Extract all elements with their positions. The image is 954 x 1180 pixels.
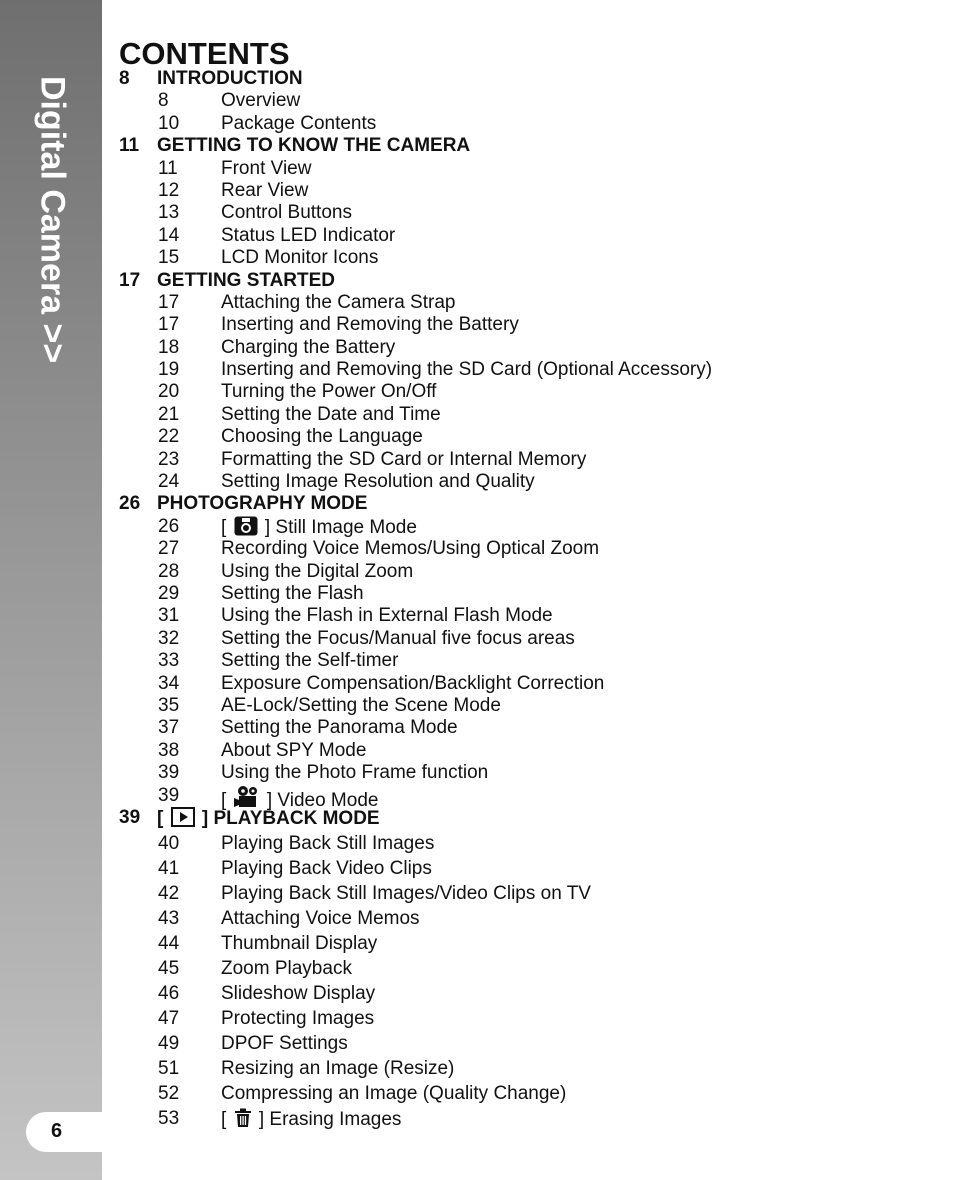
section-title-text: GETTING TO KNOW THE CAMERA xyxy=(157,135,471,157)
page-number-tab xyxy=(26,1112,102,1152)
item-title xyxy=(221,717,458,739)
section-page-number: 39 xyxy=(119,806,141,828)
section-title xyxy=(157,270,335,292)
toc-item-row[interactable] xyxy=(119,717,919,739)
item-title-text: Inserting and Removing the Battery xyxy=(221,314,519,336)
item-title xyxy=(221,1058,454,1080)
toc-item-row[interactable] xyxy=(119,650,919,672)
item-page-number: 49 xyxy=(158,1032,180,1054)
item-page-number: 33 xyxy=(158,650,180,672)
toc-item-row[interactable] xyxy=(119,695,919,717)
toc-item-row[interactable] xyxy=(119,1108,919,1133)
toc-item-row[interactable] xyxy=(119,225,919,247)
section-title xyxy=(157,493,367,515)
item-title-text: Rear View xyxy=(221,179,309,201)
item-page-number: 8 xyxy=(158,90,169,112)
toc-item-row[interactable] xyxy=(119,908,919,933)
toc-item-row[interactable] xyxy=(119,90,919,112)
item-title xyxy=(221,113,376,135)
item-title xyxy=(221,1083,566,1105)
item-title-text: Playing Back Still Images/Video Clips on TV xyxy=(221,882,591,904)
item-page-number: 18 xyxy=(158,336,180,358)
item-page-number: 39 xyxy=(158,784,180,806)
section-page-number: 8 xyxy=(119,68,130,89)
item-title xyxy=(221,158,311,180)
sidebar-title: Digital Camera >> xyxy=(33,76,72,364)
item-title xyxy=(221,1008,374,1030)
item-title xyxy=(221,933,377,955)
toc-item-row[interactable] xyxy=(119,933,919,958)
toc-item-row[interactable] xyxy=(119,538,919,560)
item-title: [ ] Still Image Mode xyxy=(221,516,417,542)
toc-item-row[interactable] xyxy=(119,158,919,180)
item-page-number: 40 xyxy=(158,832,180,854)
item-page-number: 17 xyxy=(158,291,180,313)
section-page-number: 26 xyxy=(119,493,141,515)
item-title xyxy=(221,202,352,224)
section-title-text: PHOTOGRAPHY MODE xyxy=(157,493,368,515)
toc-item-row[interactable] xyxy=(119,883,919,908)
section-title xyxy=(157,135,470,157)
item-page-number: 29 xyxy=(158,582,180,604)
toc-item-row[interactable] xyxy=(119,516,919,538)
item-title-text: Attaching the Camera Strap xyxy=(221,291,456,313)
playback-icon xyxy=(171,807,195,833)
item-page-number: 21 xyxy=(158,403,180,425)
toc-item-row[interactable] xyxy=(119,1083,919,1108)
item-title-text: Setting the Flash xyxy=(221,582,364,604)
item-title xyxy=(221,883,591,905)
item-title xyxy=(221,983,375,1005)
toc-item-row[interactable] xyxy=(119,673,919,695)
item-page-number: 46 xyxy=(158,982,180,1004)
item-page-number: 43 xyxy=(158,907,180,929)
item-page-number: 31 xyxy=(158,605,180,627)
item-page-number: 35 xyxy=(158,694,180,716)
item-page-number: 34 xyxy=(158,672,180,694)
toc-item-row[interactable] xyxy=(119,471,919,493)
item-page-number: 53 xyxy=(158,1107,180,1129)
toc-item-row[interactable] xyxy=(119,784,919,811)
item-title-text: Front View xyxy=(221,157,312,179)
sidebar xyxy=(0,0,102,1180)
item-title-text: Attaching Voice Memos xyxy=(221,907,420,929)
item-title xyxy=(221,359,712,381)
item-title-text: Setting the Focus/Manual five focus areas xyxy=(221,627,575,649)
item-title-text: Compressing an Image (Quality Change) xyxy=(221,1082,567,1104)
item-page-number: 13 xyxy=(158,202,180,224)
item-title-text: Setting Image Resolution and Quality xyxy=(221,471,535,493)
item-title-text: Setting the Self-timer xyxy=(221,650,399,672)
item-title-text: Formatting the SD Card or Internal Memory xyxy=(221,448,587,470)
item-title xyxy=(221,858,432,880)
item-title-text: Setting the Panorama Mode xyxy=(221,717,458,739)
item-title xyxy=(221,314,519,336)
item-title-text: Inserting and Removing the SD Card (Optional Accessory) xyxy=(221,359,713,381)
item-title-text: Overview xyxy=(221,90,301,112)
toc-item-row[interactable] xyxy=(119,337,919,359)
item-page-number: 10 xyxy=(158,112,180,134)
toc-item-row[interactable] xyxy=(119,583,919,605)
section-title: [ ] PLAYBACK MODE xyxy=(157,807,380,833)
item-page-number: 24 xyxy=(158,471,180,493)
item-title-text: Playing Back Still Images xyxy=(221,832,435,854)
item-page-number: 51 xyxy=(158,1057,180,1079)
item-page-number: 37 xyxy=(158,717,180,739)
toc-item-row[interactable] xyxy=(119,314,919,336)
item-title-text: Slideshow Display xyxy=(221,982,376,1004)
item-page-number: 22 xyxy=(158,426,180,448)
toc-item-row[interactable] xyxy=(119,202,919,224)
item-page-number: 20 xyxy=(158,381,180,403)
item-title-text: Using the Flash in External Flash Mode xyxy=(221,605,553,627)
item-title xyxy=(221,762,488,784)
item-title xyxy=(221,650,398,672)
item-title-text: Setting the Date and Time xyxy=(221,403,441,425)
item-title: [ ] Erasing Images xyxy=(221,1108,401,1134)
toc-item-row[interactable] xyxy=(119,404,919,426)
section-title xyxy=(157,68,303,90)
item-title xyxy=(221,958,352,980)
item-title-text: Exposure Compensation/Backlight Correction xyxy=(221,672,605,694)
item-title-text: Protecting Images xyxy=(221,1007,375,1029)
item-title xyxy=(221,404,441,426)
item-page-number: 28 xyxy=(158,560,180,582)
toc-item-row[interactable] xyxy=(119,958,919,983)
item-title-text: Package Contents xyxy=(221,112,377,134)
item-title xyxy=(221,695,501,717)
toc-item-row[interactable] xyxy=(119,359,919,381)
item-page-number: 42 xyxy=(158,882,180,904)
item-page-number: 38 xyxy=(158,739,180,761)
item-page-number: 14 xyxy=(158,224,180,246)
toc-item-row[interactable] xyxy=(119,247,919,269)
item-title-text: Erasing Images xyxy=(269,1108,402,1130)
toc-section-row[interactable] xyxy=(119,68,919,90)
toc-item-row[interactable] xyxy=(119,762,919,784)
trash-icon xyxy=(234,1108,252,1134)
item-title xyxy=(221,583,364,605)
toc-item-row[interactable] xyxy=(119,628,919,650)
item-page-number: 47 xyxy=(158,1007,180,1029)
toc-item-row[interactable] xyxy=(119,426,919,448)
item-title xyxy=(221,180,308,202)
toc-item-row[interactable] xyxy=(119,561,919,583)
toc-section-row[interactable] xyxy=(119,270,919,292)
toc-item-row[interactable] xyxy=(119,858,919,883)
section-page-number: 17 xyxy=(119,269,141,291)
item-page-number: 17 xyxy=(158,314,180,336)
toc-item-row[interactable] xyxy=(119,1033,919,1058)
item-page-number: 12 xyxy=(158,179,180,201)
item-title-text: About SPY Mode xyxy=(221,739,367,761)
item-page-number: 41 xyxy=(158,857,180,879)
page-number: 6 xyxy=(51,1120,63,1142)
toc-item-row[interactable] xyxy=(119,292,919,314)
toc-item-row[interactable] xyxy=(119,1058,919,1083)
item-title xyxy=(221,833,434,855)
item-page-number: 19 xyxy=(158,359,180,381)
item-title-text: Zoom Playback xyxy=(221,957,352,979)
item-title-text: Using the Digital Zoom xyxy=(221,560,414,582)
item-page-number: 52 xyxy=(158,1082,180,1104)
item-title xyxy=(221,225,395,247)
section-title-text: GETTING STARTED xyxy=(157,269,336,291)
item-title-text: Video Mode xyxy=(277,789,379,811)
item-title xyxy=(221,538,599,560)
item-page-number: 26 xyxy=(158,515,180,537)
item-title xyxy=(221,471,535,493)
toc-section-row[interactable] xyxy=(119,493,919,515)
item-page-number: 27 xyxy=(158,538,180,560)
item-title xyxy=(221,561,413,583)
toc-item-row[interactable] xyxy=(119,833,919,858)
toc-section-row[interactable] xyxy=(119,807,919,833)
toc-item-row[interactable] xyxy=(119,605,919,627)
item-page-number: 11 xyxy=(158,157,178,179)
item-title xyxy=(221,628,575,650)
item-page-number: 45 xyxy=(158,957,180,979)
toc-item-row[interactable] xyxy=(119,983,919,1008)
item-page-number: 39 xyxy=(158,762,180,784)
page-title: CONTENTS xyxy=(119,36,290,71)
toc-section-row[interactable] xyxy=(119,135,919,157)
item-title-text: Resizing an Image (Resize) xyxy=(221,1057,455,1079)
item-title-text: Charging the Battery xyxy=(221,336,396,358)
section-title-text: INTRODUCTION xyxy=(157,68,303,89)
item-page-number: 32 xyxy=(158,627,180,649)
item-title-text: Control Buttons xyxy=(221,202,352,224)
item-title xyxy=(221,908,420,930)
item-title xyxy=(221,90,300,112)
item-title xyxy=(221,337,395,359)
item-title xyxy=(221,292,455,314)
item-title xyxy=(221,426,423,448)
item-page-number: 15 xyxy=(158,247,180,269)
item-title xyxy=(221,449,586,471)
item-title-text: DPOF Settings xyxy=(221,1032,348,1054)
toc-item-row[interactable] xyxy=(119,113,919,135)
item-title-text: Turning the Power On/Off xyxy=(221,381,437,403)
item-title-text: Playing Back Video Clips xyxy=(221,857,432,879)
item-title-text: Choosing the Language xyxy=(221,426,423,448)
item-title-text: Recording Voice Memos/Using Optical Zoom xyxy=(221,538,600,560)
item-title-text: LCD Monitor Icons xyxy=(221,247,379,269)
item-title xyxy=(221,673,604,695)
item-title xyxy=(221,605,553,627)
item-title-text: Still Image Mode xyxy=(275,516,417,538)
item-title-text: Status LED Indicator xyxy=(221,224,396,246)
item-title xyxy=(221,1033,348,1055)
toc-item-row[interactable] xyxy=(119,740,919,762)
toc-item-row[interactable] xyxy=(119,449,919,471)
item-title xyxy=(221,247,378,269)
toc-item-row[interactable] xyxy=(119,180,919,202)
item-title-text: Thumbnail Display xyxy=(221,932,378,954)
toc-item-row[interactable] xyxy=(119,1008,919,1033)
item-title-text: AE-Lock/Setting the Scene Mode xyxy=(221,694,501,716)
toc-item-row[interactable] xyxy=(119,381,919,403)
item-page-number: 23 xyxy=(158,448,180,470)
section-title-text: PLAYBACK MODE xyxy=(213,807,380,829)
item-title xyxy=(221,381,436,403)
item-page-number: 44 xyxy=(158,932,180,954)
item-title-text: Using the Photo Frame function xyxy=(221,762,489,784)
table-of-contents xyxy=(119,68,919,1133)
item-title: [ ] Video Mode xyxy=(221,785,378,815)
section-page-number: 11 xyxy=(119,135,140,157)
item-title xyxy=(221,740,366,762)
